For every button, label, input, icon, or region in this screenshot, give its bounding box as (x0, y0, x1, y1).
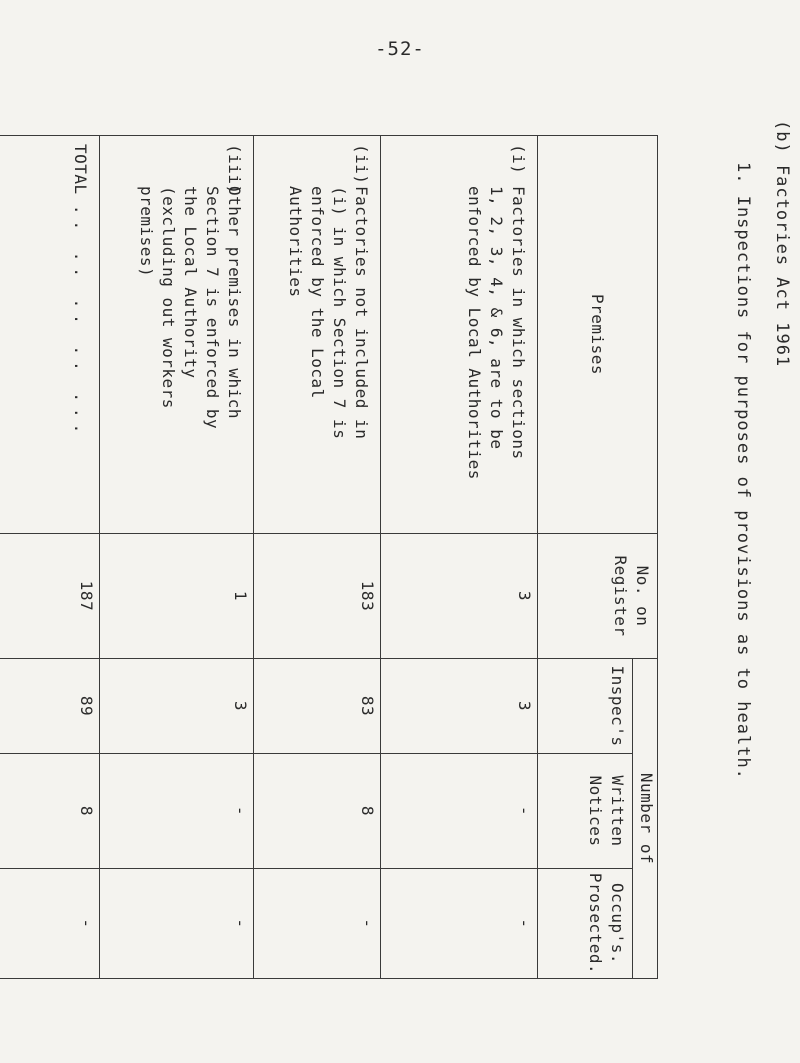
header-prosecuted-line-1: Occup's. (608, 882, 627, 965)
row-label-line: Factories in which sections (509, 186, 528, 460)
header-number-of: Number of (633, 659, 658, 979)
cell-written-notices: - (381, 754, 538, 869)
header-register-line-2: Register (611, 555, 630, 637)
header-register (538, 534, 658, 659)
row-number: (i) (509, 144, 528, 175)
total-register: 187 (0, 534, 100, 659)
cell-prosecuted: - (100, 869, 254, 979)
row-number: (iii) (225, 144, 244, 195)
cell-prosecuted: - (381, 869, 538, 979)
total-prosecuted: - (0, 869, 100, 979)
total-label: TOTAL (71, 144, 90, 195)
row-label (381, 136, 538, 534)
total-written-notices: 8 (0, 754, 100, 869)
page-number: -52- (375, 38, 425, 60)
row-label-line: (i) in which Section 7 is (330, 186, 349, 440)
table-total-row (0, 136, 100, 979)
total-label-cell (0, 136, 100, 534)
row-label-line: 1, 2, 3, 4, & 6, are to be (487, 186, 506, 450)
header-written-line-1: Written (608, 775, 627, 847)
header-prosecuted-line-2: Prosected. (586, 872, 605, 975)
row-label-line: premises) (137, 186, 156, 278)
table-header-row (633, 136, 658, 979)
row-label-line: enforced by the Local (308, 186, 327, 399)
sub-heading: 1. Inspections for purposes of provisions as to health. (733, 162, 753, 780)
row-label-line: Section 7 is enforced by (203, 186, 222, 430)
row-label-line: Factories not included in (352, 186, 371, 440)
cell-prosecuted: - (254, 869, 381, 979)
table-row (100, 136, 254, 979)
cell-written-notices: 8 (254, 754, 381, 869)
table-row (254, 136, 381, 979)
header-inspections: Inspec's (538, 659, 633, 754)
row-label (100, 136, 254, 534)
row-label-line: (excluding out workers (159, 186, 178, 409)
header-register-line-1: No. on (633, 565, 652, 627)
cell-register: 1 (100, 534, 254, 659)
row-label-line: Authorities (286, 186, 305, 298)
cell-register: 3 (381, 534, 538, 659)
table-row (381, 136, 538, 979)
row-label-line: Other premises in which (225, 186, 244, 420)
row-number: (ii) (352, 144, 371, 185)
row-label (254, 136, 381, 534)
cell-register: 183 (254, 534, 381, 659)
inspections-table (0, 135, 658, 979)
section-heading: (b) Factories Act 1961 (772, 120, 792, 368)
cell-written-notices: - (100, 754, 254, 869)
total-leader-dots: .. .. .. .. ... (71, 204, 90, 440)
header-written-line-2: Notices (586, 775, 605, 847)
header-prosecuted (538, 869, 633, 979)
header-premises: Premises (538, 136, 658, 534)
header-written-notices (538, 754, 633, 869)
cell-inspections: 83 (254, 659, 381, 754)
row-label-line: enforced by Local Authorities (465, 186, 484, 480)
cell-inspections: 3 (100, 659, 254, 754)
total-inspections: 89 (0, 659, 100, 754)
cell-inspections: 3 (381, 659, 538, 754)
row-label-line: the Local Authority (181, 186, 200, 379)
